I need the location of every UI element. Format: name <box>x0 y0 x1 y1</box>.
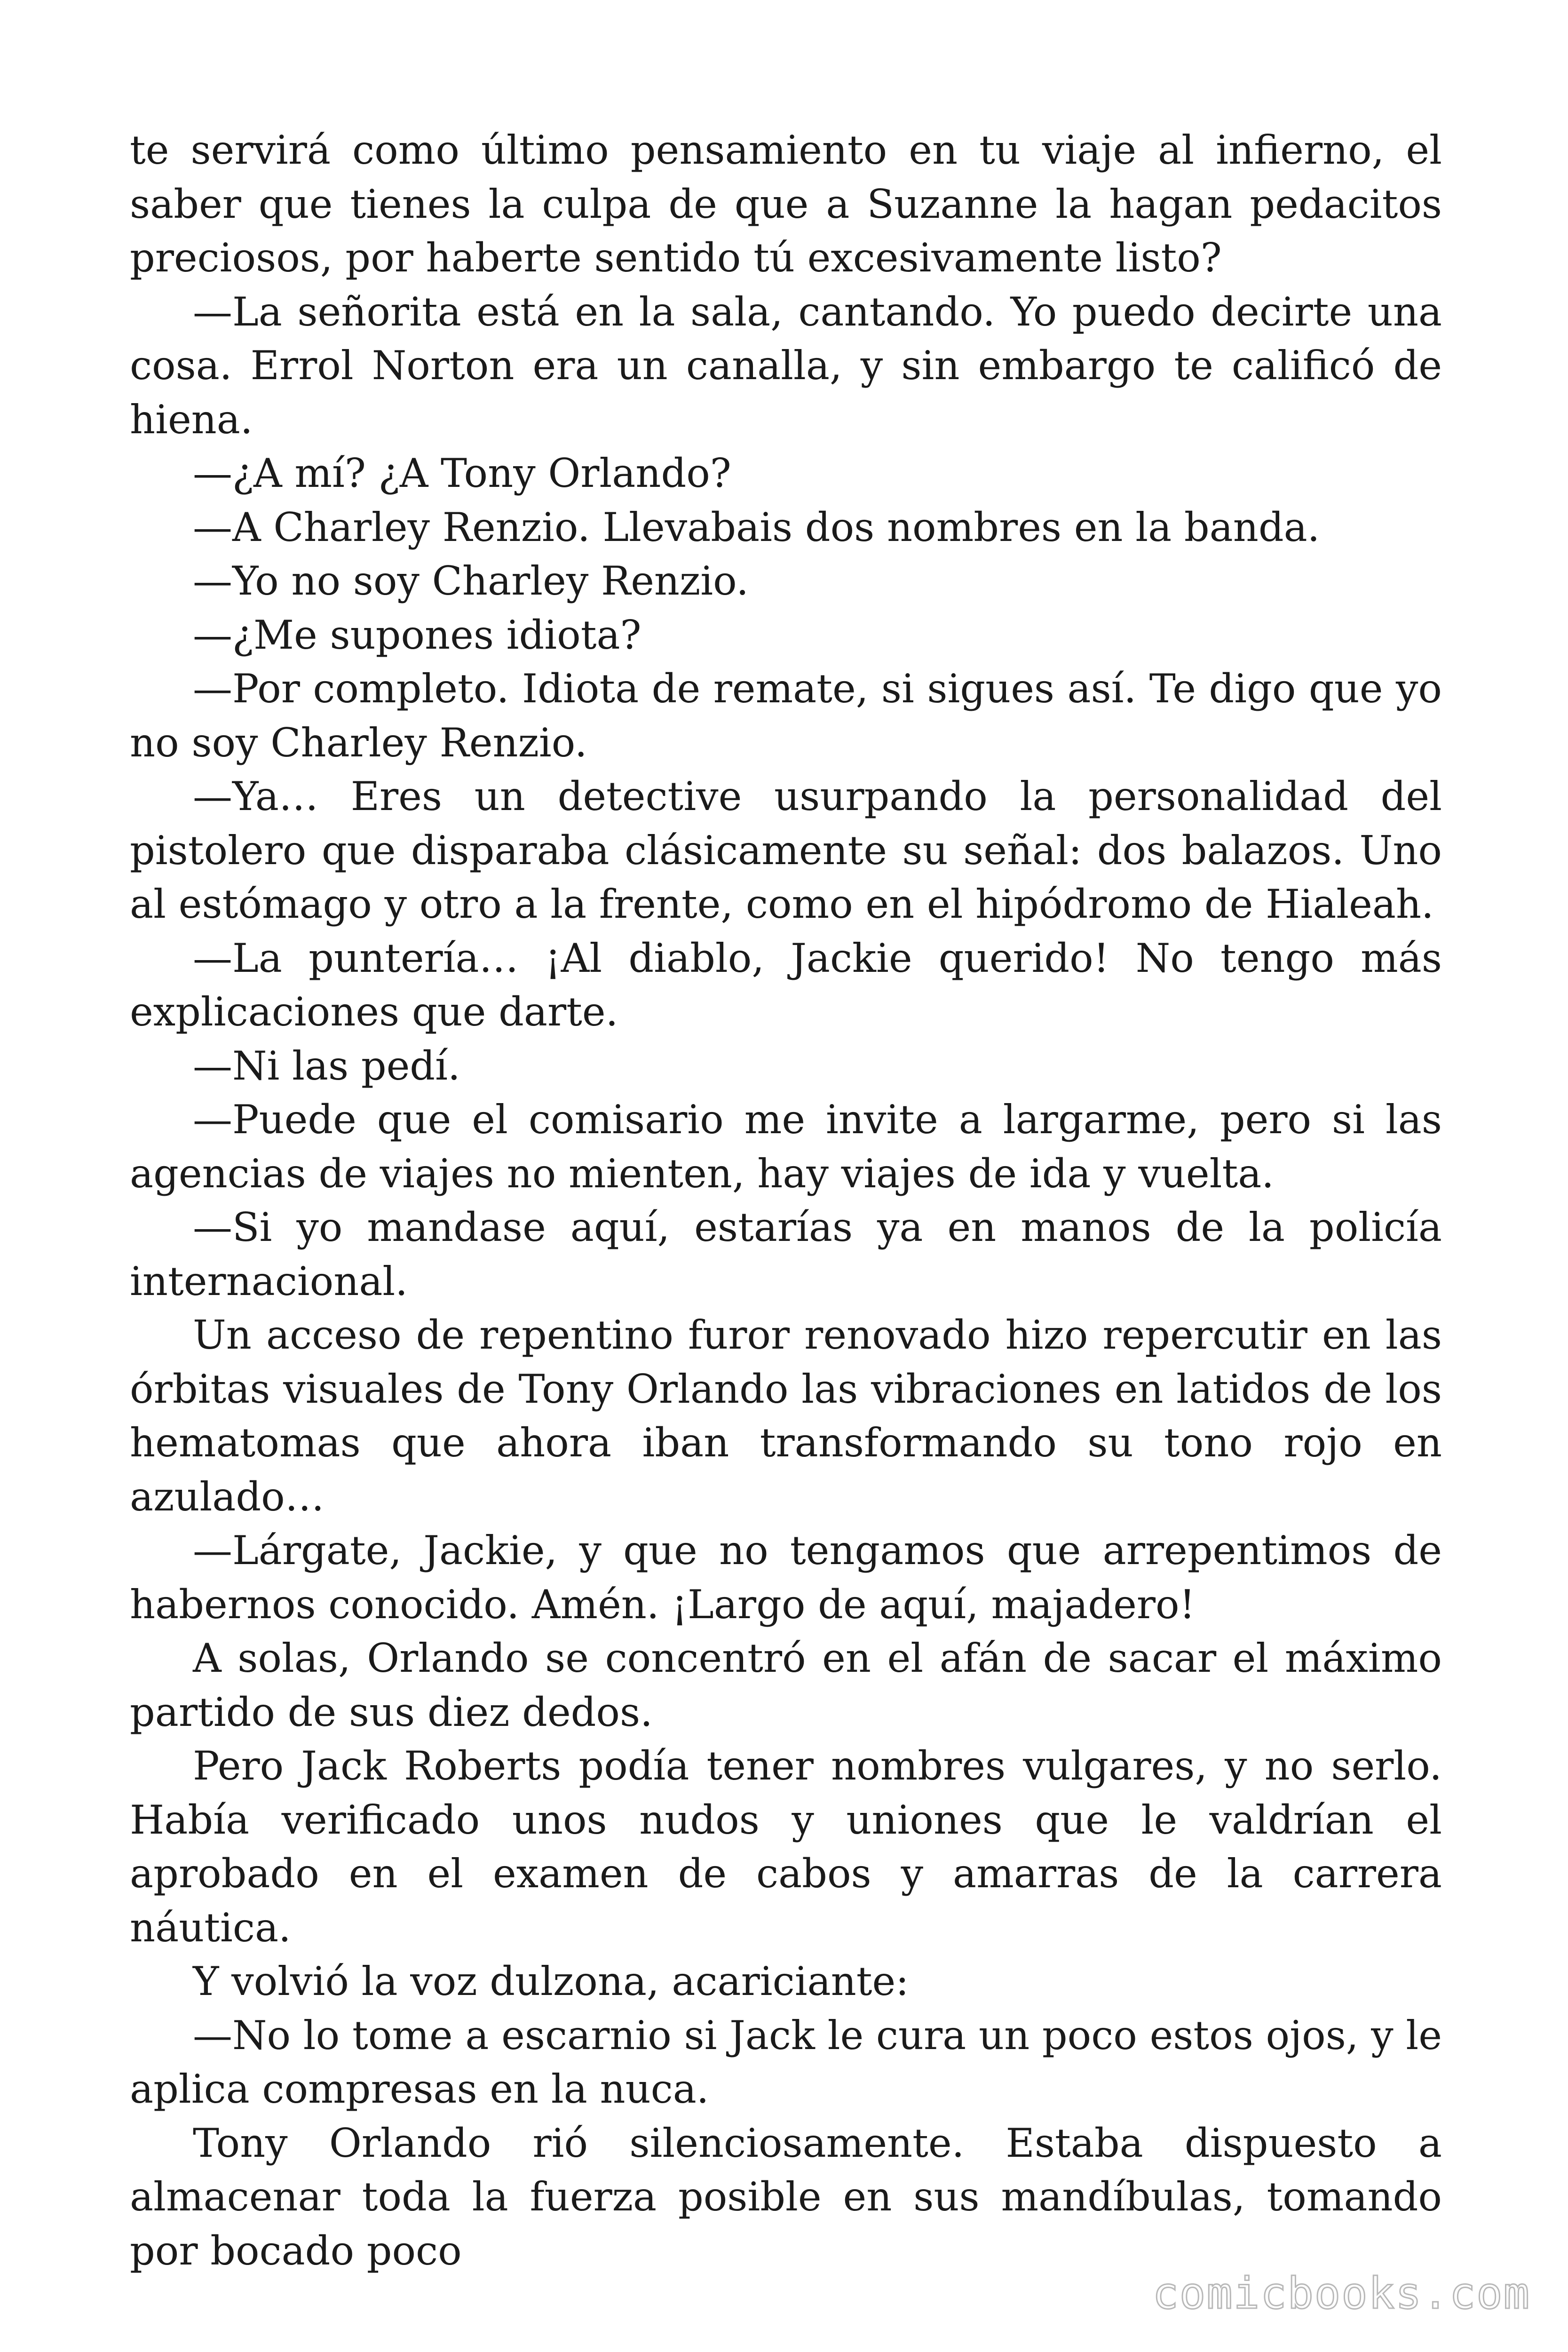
paragraph: Y volvió la voz dulzona, acariciante: <box>193 1958 909 2004</box>
paragraph: —Por completo. Idiota de remate, si sigues así. Te digo que yo no soy Charley Renzio. <box>130 666 1442 766</box>
watermark: comicbooks.com <box>1152 2268 1530 2319</box>
paragraph: —Ni las pedí. <box>193 1042 460 1089</box>
body-text <box>130 123 1442 2278</box>
paragraph: Un acceso de repentino furor renovado hizo repercutir en las órbitas visuales de Tony Orlando las vibraciones en latidos de los hematomas que ahora iban transformando su tono rojo en azulado… <box>130 1312 1442 1520</box>
paragraph: —No lo tome a escarnio si Jack le cura un poco estos ojos, y le aplica compresas en la nuca. <box>130 2012 1442 2112</box>
paragraph: —Lárgate, Jackie, y que no tengamos que arrepentimos de habernos conocido. Amén. ¡Largo de aquí, majadero! <box>130 1527 1442 1628</box>
paragraph: —¿A mí? ¿A Tony Orlando? <box>193 450 731 496</box>
paragraph: —A Charley Renzio. Llevabais dos nombres en la banda. <box>193 504 1320 550</box>
paragraph: —Si yo mandase aquí, estarías ya en manos de la policía internacional. <box>130 1204 1442 1304</box>
paragraph: —La puntería… ¡Al diablo, Jackie querido! No tengo más explicaciones que darte. <box>130 935 1442 1035</box>
paragraph: Tony Orlando rió silenciosamente. Estaba dispuesto a almacenar toda la fuerza posible en sus mandíbulas, tomando por bocado poco <box>130 2120 1442 2274</box>
paragraph: —Ya… Eres un detective usurpando la personalidad del pistolero que disparaba clásicamente su señal: dos balazos. Uno al estómago y otro a la frente, como en el hipódromo de Hialeah. <box>130 773 1442 927</box>
paragraph: —Yo no soy Charley Renzio. <box>193 558 749 604</box>
paragraph: —¿Me supones idiota? <box>193 612 641 658</box>
paragraph: Pero Jack Roberts podía tener nombres vulgares, y no serlo. Había verificado unos nudos y uniones que le valdrían el aprobado en el examen de cabos y amarras de la carrera náutica. <box>130 1743 1442 1951</box>
paragraph-continuation: te servirá como último pensamiento en tu viaje al infierno, el saber que tienes la culpa de que a Suzanne la hagan pedacitos preciosos, por haberte sentido tú excesivamente listo? <box>130 127 1442 281</box>
paragraph: A solas, Orlando se concentró en el afán de sacar el máximo partido de sus diez dedos. <box>130 1635 1442 1735</box>
paragraph: —La señorita está en la sala, cantando. Yo puedo decirte una cosa. Errol Norton era un canalla, y sin embargo te calificó de hiena. <box>130 288 1442 443</box>
paragraph: —Puede que el comisario me invite a largarme, pero si las agencias de viajes no mienten, hay viajes de ida y vuelta. <box>130 1097 1442 1197</box>
